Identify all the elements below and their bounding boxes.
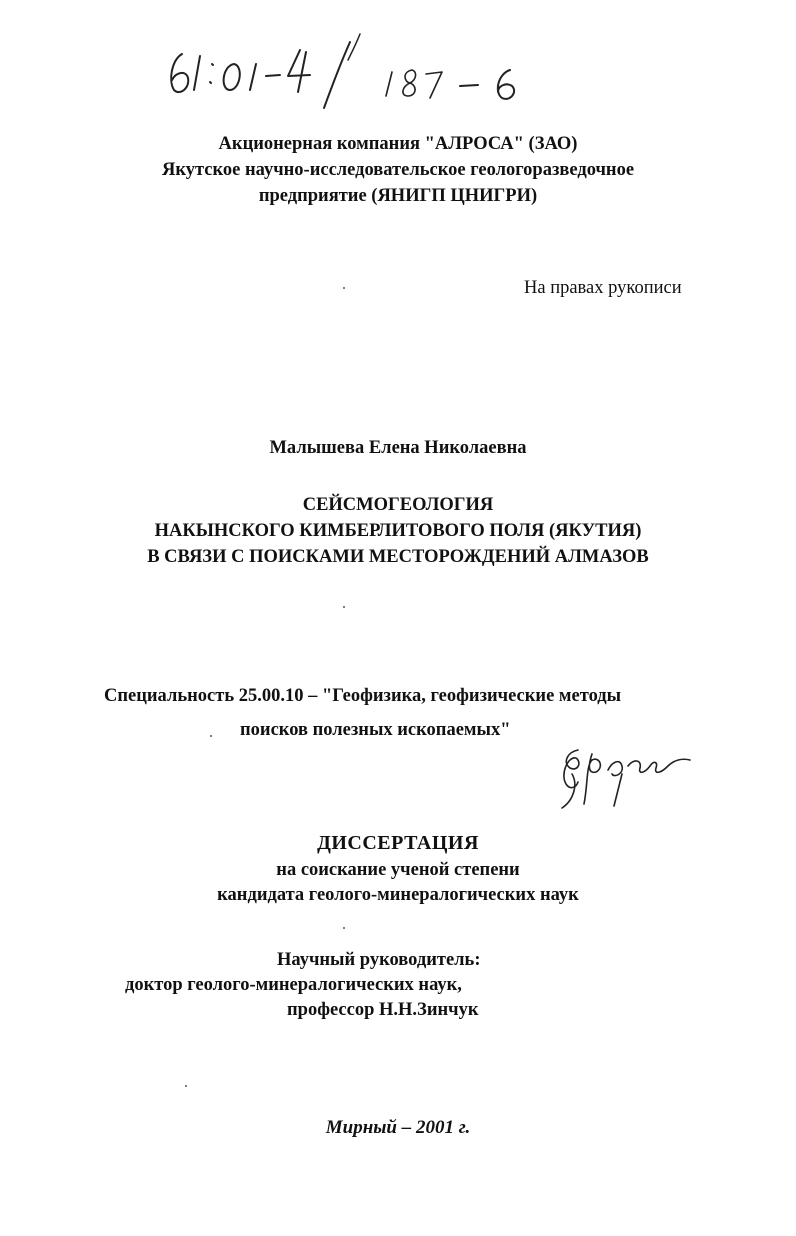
- scan-speck: [343, 606, 345, 608]
- scan-speck: [210, 735, 212, 737]
- institute-name-cont: предприятие (ЯНИГП ЦНИГРИ): [258, 186, 538, 206]
- specialty-line-2: поисков полезных ископаемых": [240, 720, 511, 740]
- organization-block: [0, 131, 796, 209]
- title-line-1: СЕЙСМОГЕОЛОГИЯ: [302, 495, 494, 515]
- degree-line-1: на соискание ученой степени: [276, 860, 520, 880]
- scan-speck: [343, 927, 345, 929]
- supervisor-name: профессор Н.Н.Зинчук: [287, 1000, 479, 1020]
- degree-line-2: кандидата геолого-минералогических наук: [217, 885, 579, 905]
- dissertation-subtitle: [0, 858, 796, 908]
- scan-speck: [343, 287, 345, 289]
- specialty-line-1: Специальность 25.00.10 – "Геофизика, геофизические методы: [104, 686, 622, 706]
- handwritten-archive-code: [160, 30, 540, 110]
- author-name: Малышева Елена Николаевна: [269, 438, 527, 458]
- rights-note: На правах рукописи: [524, 278, 682, 298]
- place-and-year: Мирный – 2001 г.: [325, 1117, 471, 1138]
- institute-name: Якутское научно-исследовательское геологоразведочное: [161, 160, 635, 180]
- title-line-3: В СВЯЗИ С ПОИСКАМИ МЕСТОРОЖДЕНИЙ АЛМАЗОВ: [147, 547, 649, 567]
- dissertation-heading: ДИССЕРТАЦИЯ: [317, 832, 479, 854]
- supervisor-label: Научный руководитель:: [277, 950, 481, 970]
- supervisor-degree: доктор геолого-минералогических наук,: [125, 975, 462, 995]
- scan-speck: [185, 1085, 187, 1087]
- organization-name: Акционерная компания "АЛРОСА" (ЗАО): [218, 134, 578, 154]
- signature: [548, 744, 698, 814]
- thesis-title: [0, 492, 796, 570]
- title-line-2: НАКЫНСКОГО КИМБЕРЛИТОВОГО ПОЛЯ (ЯКУТИЯ): [154, 521, 642, 541]
